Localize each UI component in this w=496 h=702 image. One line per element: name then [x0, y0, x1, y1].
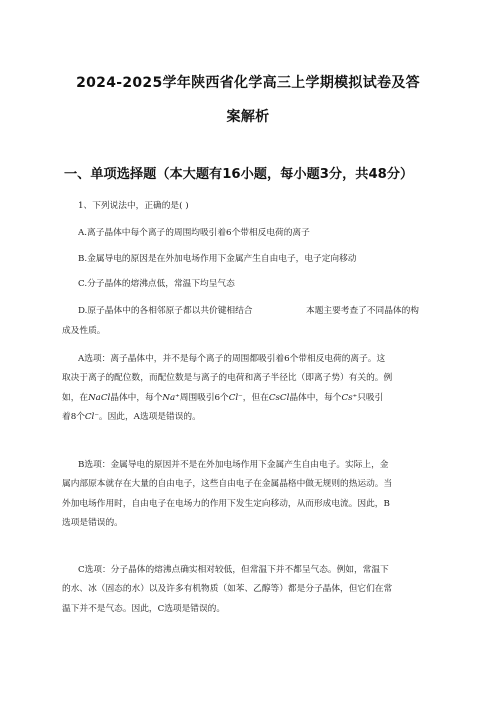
analysis-b-line-3: 外加电场作用时，自由电子在电场力的作用下发生定向移动，从而形成电流。因此，B: [62, 498, 390, 509]
formula-cl-ion: Cl⁻: [84, 411, 99, 422]
text: 周围吸引6个: [179, 392, 229, 403]
analysis-a-line-1: A选项：离子晶体中，并不是每个离子的周围都吸引着6个带相反电荷的离子。这: [78, 354, 386, 364]
analysis-a: [62, 350, 440, 427]
analysis-intro: 本题主要考查了不同晶体的构: [306, 306, 419, 316]
text: ，但在: [242, 392, 269, 403]
text: 。因此，A选项是错误的。: [98, 411, 201, 422]
text: 晶体中，每个: [289, 392, 342, 403]
formula-na-ion: Na⁺: [162, 392, 180, 403]
text: 只吸引: [357, 392, 384, 403]
analysis-c: [62, 561, 440, 619]
analysis-intro-cont: 成及性质。: [62, 326, 106, 336]
analysis-b-line-1: B选项：金属导电的原因并不是在外加电场作用下金属产生自由电子。实际上，金: [78, 460, 389, 470]
question-stem: 1、下列说法中，正确的是( ): [78, 201, 189, 211]
option-b: B.金属导电的原因是在外加电场作用下金属产生自由电子，电子定向移动: [78, 254, 357, 264]
document-title-line-1: 2024-2025学年陕西省化学高三上学期模拟试卷及答: [76, 75, 420, 91]
section-heading: 一、单项选择题（本大题有16小题，每小题3分，共48分）: [64, 167, 414, 182]
text: 晶体中，每个: [110, 392, 163, 403]
analysis-a-line-2: 取决于离子的配位数，而配位数是与离子的电荷和离子半径比（即离子势）有关的。例: [62, 373, 393, 384]
formula-cl-ion: Cl⁻: [228, 392, 243, 403]
analysis-c-line-1: C选项：分子晶体的熔沸点确实相对较低，但常温下并不都呈气态。例如，常温下: [78, 565, 389, 575]
analysis-c-line-2: 的水、冰（固态的水）以及许多有机物质（如苯、乙醇等）都是分子晶体，但它们在常: [62, 584, 393, 595]
text: 着8个: [62, 411, 85, 422]
option-a: A.离子晶体中每个离子的周围均吸引着6个带相反电荷的离子: [78, 228, 310, 238]
document-title-line-2: 案解析: [226, 109, 270, 125]
formula-nacl: NaCl: [88, 392, 111, 403]
analysis-c-line-3: 温下并不是气态。因此，C选项是错误的。: [62, 603, 226, 614]
option-c: C.分子晶体的熔沸点低，常温下均呈气态: [78, 279, 235, 289]
analysis-b-line-2: 属内部原本就存在大量的自由电子，这些自由电子在金属晶格中做无规则的热运动。当: [62, 479, 393, 490]
formula-cscl: CsCl: [268, 392, 290, 403]
analysis-b-line-4: 选项是错误的。: [62, 517, 123, 528]
text: 如，在: [62, 392, 89, 403]
analysis-a-line-4: [62, 408, 440, 427]
option-d: D.原子晶体中的各相邻原子都以共价键相结合: [78, 306, 253, 316]
formula-cs-ion: Cs⁺: [341, 392, 358, 403]
analysis-a-line-3: [62, 389, 440, 408]
analysis-b: [62, 456, 440, 533]
